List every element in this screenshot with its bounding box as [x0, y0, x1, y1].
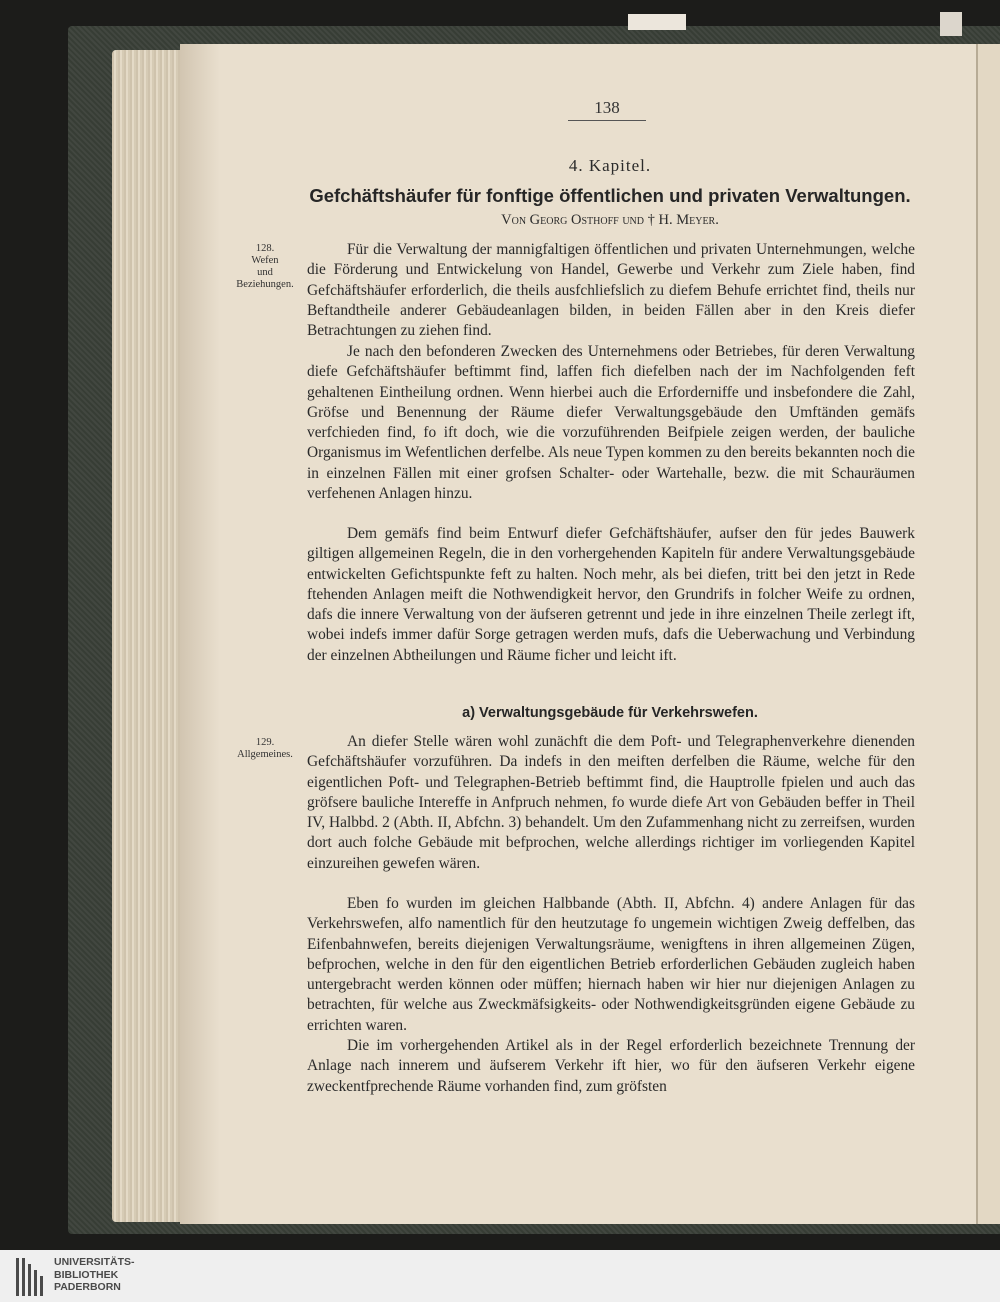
- paragraph-4: An diefer Stelle wären wohl zunächft die dem Poft- und Telegraphenverkehre dienenden Gefchäftshäufer vorzuführen. Da indefs in den meiften derfelben die Räume, welche für den eigentlichen Poft- und Telegraphen-Betrieb beftimmt find, die Hauptrolle fpielen und auch das gröfsere bauliche Intereffe in Anfpruch nehmen, fo wurde diefe Art von Gebäuden beffer in Theil IV, Halbbd. 2 (Abth. II, Abfchn. 3) behandelt. Um den Zufammenhang nicht zu zerreifsen, wurden dort auch folche Gebäude mit befprochen, welche allerdings richtiger im vorliegenden Kapitel einzureihen gewefen wären.: [307, 733, 915, 872]
- margin-note-129: [228, 737, 302, 761]
- chapter-heading: 4. Kapitel.: [568, 156, 652, 175]
- library-logo-text: [54, 1256, 214, 1294]
- margin-note-label: Wefen: [251, 255, 279, 266]
- next-page-edge: [976, 44, 1000, 1224]
- margin-note-label: und: [257, 267, 273, 278]
- paragraph-1: Für die Verwaltung der mannigfaltigen öffentlichen und privaten Unternehmungen, welche die Förderung und Entwickelung von Handel, Gewerbe und Verkehr zum Ziele haben, find Gefchäftshäufer erforderlich, die theils ausfchliefslich zu diefem Behufe errichtet find, theils nur Beftandtheile anderer Gebäudeanlagen bilden, in beiden Fällen aber in den Kreis diefer Betrachtungen zu ziehen find.: [307, 241, 915, 339]
- logo-line: PADERBORN: [54, 1281, 121, 1293]
- paragraph-5: Eben fo wurden im gleichen Halbbande (Abth. II, Abfchn. 4) andere Anlagen für das Verkehrswefen, alfo namentlich für den heutzutage fo ungemein wichtigen Zweig deffelben, das Eifenbahnwefen, bereits diejenigen Verwaltungsräume, wenigftens in ihren allgemeinen Zügen, befprochen, welche in den für den eigentlichen Betrieb erforderlichen Gebäuden zugleich haben untergebracht werden können oder müffen; hiernach haben wir hier nur diejenigen Anlagen zu betrachten, für welche aus Zweckmäfsigkeits- oder Nothwendigkeitsgründen eigene Gebäude zu errichten waren.: [307, 895, 915, 1034]
- paragraph-3: Dem gemäfs find beim Entwurf diefer Gefchäftshäufer, aufser den für jedes Bauwerk giltigen allgemeinen Regeln, die in den vorhergehenden Kapiteln für andere Verwaltungsgebäude entwickelten Gefichtspunkte feft zu halten. Noch mehr, als bei diefen, tritt bei den jetzt in Rede ftehenden Anlagen meift die Nothwendigkeit hervor, den Grundrifs in folcher Weife zu ordnen, dafs die innere Verwaltung von der äufseren getrennt und jede in ihre einzelnen Theile zerlegt ift, wobei indefs immer dafür Sorge getragen werden mufs, dafs die Ueberwachung und Verbindung der einzelnen Abtheilungen und Räume ficher und leicht ift.: [307, 525, 915, 664]
- logo-line: BIBLIOTHEK: [54, 1268, 119, 1281]
- section-subheading: a) Verwaltungsgebäude für Verkehrswefen.: [462, 705, 758, 721]
- paragraph-2: Je nach den befonderen Zwecken des Unternehmens oder Betriebes, für deren Verwaltung diefe Gefchäftshäufer beftimmt find, laffen fich diefelben nach der im Nachfolgenden feft gehaltenen Eintheilung ordnen. Wenn hierbei auch die Erforderniffe und insbefondere die Zahl, Gröfse und Benennung der Räume diefer Verwaltungsgebäude den Umftänden gemäfs verfchieden find, fo ift doch, wie die vorzuführenden Beifpiele zeigen werden, der bauliche Organismus im Wefentlichen derfelbe. Als neue Typen kommen zu den bereits bekannten noch die in einzelnen Fällen mit einer grofsen Schalter- oder Wartehalle, bezw. die mit Schauräumen verfehenen Anlagen hinzu.: [307, 343, 915, 502]
- margin-note-label: Allgemeines.: [237, 749, 293, 760]
- library-bars-icon: [14, 1256, 44, 1298]
- paragraph-6: Die im vorhergehenden Artikel als in der Regel erforderlich bezeichnete Trennung der Anlage nach innerem und äufserem Verkehr ift hier, wo für den äufseren Verkehr eigene zweckentfprechende Räume vorhanden find, zum gröfsten: [307, 1037, 915, 1095]
- margin-note-label: Beziehungen.: [236, 279, 294, 290]
- page-number: 138: [568, 98, 646, 121]
- paper-tab: [628, 14, 686, 30]
- chapter-authors: Von Georg Osthoff und † H. Meyer.: [501, 212, 719, 228]
- margin-note-128: [228, 243, 302, 291]
- margin-note-number: 128.: [255, 243, 275, 254]
- margin-note-number: 129.: [255, 737, 275, 748]
- logo-line: UNIVERSITÄTS-: [54, 1256, 135, 1268]
- chapter-title: Gefchäftshäufer für fonftige öffentlichen und privaten Verwaltungen.: [309, 185, 911, 206]
- paper-corner: [940, 12, 962, 36]
